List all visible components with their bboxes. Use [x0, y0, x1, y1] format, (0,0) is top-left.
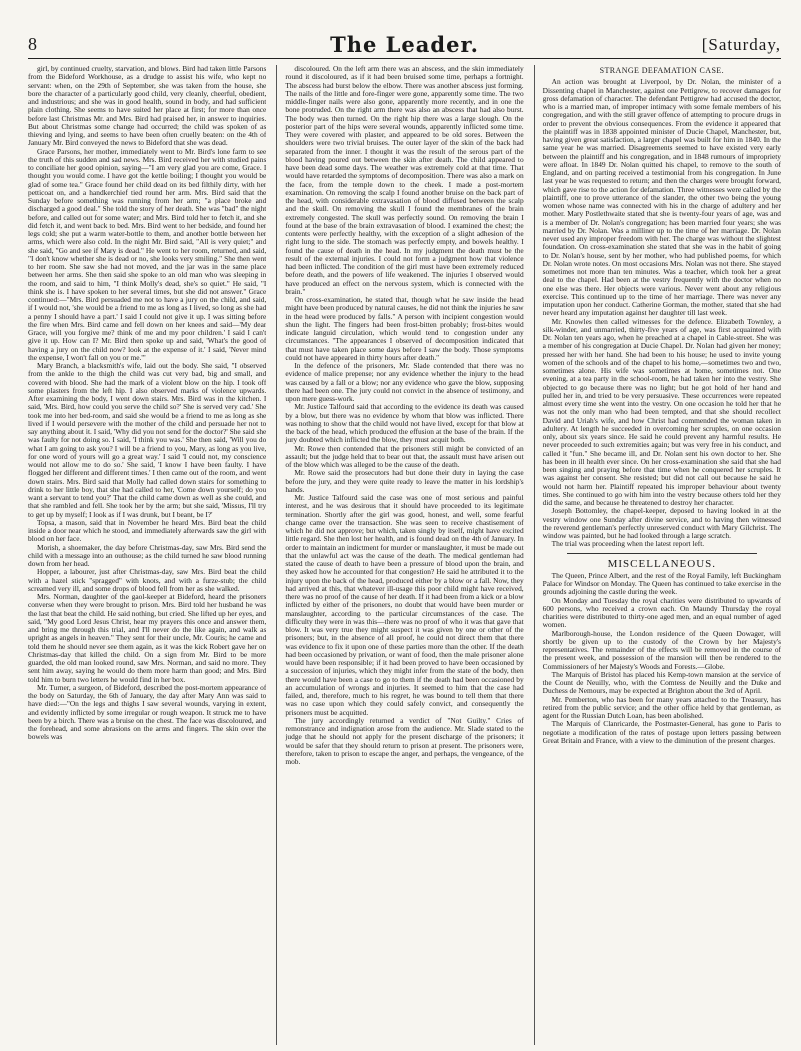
paragraph: Mrs. Norman, daughter of the gaol-keeper at Bideford, heard the prisoners converse when they were brought to prison. Mrs. Bird told her husband he was the last that beat the child. He said nothing, but cried. She lifted up her eyes, and said, "My good Lord Jesus Christ, hear my prayers this once and answer them, and bring me through this trial, and I'll never do the like again, and walk as upright as angels in heaven." They sent for their uncle, Mr. Couris; he came and told them he should never see them again, as it was the kick Robert gave her on Christmas-day that killed the child. On a sign from Mr. Bird to be more guarded, the old man looked round, saw Mrs. Norman, and said no more. They sent him away, saying he would do them more harm than good; and Mrs. Bird told him to burn two letters he would find in her box. [28, 592, 267, 684]
paragraph: Mr. Rowe said the prosecutors had but done their duty in laying the case before the jury, and they were quite ready to leave the matter in his lordship's hands. [285, 468, 524, 494]
article-columns [28, 65, 781, 1045]
paragraph: Hopper, a labourer, just after Christmas-day, saw Mrs. Bird beat the child with a hazel stick "spragged" with knots, and with a furze-stub; the child screamed very ill, and some drops of blood fell from her as she walked. [28, 567, 267, 593]
paragraph: discoloured. On the left arm there was an abscess, and the skin immediately round it discoloured, as if it had been bruised some time, perhaps a fortnight. The abscess had burst below the elbow. There was another abscess just forming. The nails of the little and fore-finger were gone, apparently some time. The two middle-finger nails were also gone, apparently more recently, and in one the bone protruded. On the right arm there was also an abscess that had also burst. The body was then turned. On the right hip there was a large slough. On the posterior part of the hips were several wounds, apparently inflicted some time. They were covered with plaster, and appeared to be old sores. Between the shoulders were two trivial bruises. The outer layer of the skin of the back had separated from the inner. I thought it was the result of the serous part of the blood having poured out between the skin after death. The child appeared to have been dead some days. The weather was extremely cold at that time. That would have retarded the symptoms of decomposition. There was also a mark on the face, from the temple down to the cheek. I made a post-mortem examination. On removing the scalp I found another bruise on the back part of the head, with considerable extravasation of blood diffused between the scalp and the skull. On removing the skull I found the membranes of the brain extremely congested. The skull was perfectly sound. On removing the brain I found at the base of the brain extravasation of blood. I examined the chest; the contents were perfectly healthy, with the exception of a slight adhesion of the right lung to the side. The stomach was perfectly empty, and bowels healthy. I found the cause of death in the head. In my judgment the death must be the result of the external injuries. I could not form a judgment how that violence had been inflicted. The condition of the girl must have been extremely reduced before death, and the powers of life weakened. The injuries I observed would have produced an effect on the nervous system, which is connected with the brain." [285, 65, 524, 296]
paragraph: The Queen, Prince Albert, and the rest of the Royal Family, left Buckingham Palace for Windsor on Monday. The Queen has continued to take exercise in the grounds adjoining the castle during the week. [542, 570, 781, 597]
page-number: 8 [28, 34, 37, 54]
paragraph: Mr. Justice Talfourd said that according to the evidence its death was caused by a blow, but there was no evidence by whom that blow was inflicted. There was nothing to show that the child would not have lived, except for that blow at the back of the head, which produced the effusion at the base of the brain. If the jury doubted which inflicted the blow, they must acquit both. [285, 402, 524, 445]
paragraph: Morish, a shoemaker, the day before Christmas-day, saw Mrs. Bird send the child with a message into an outhouse; as the child turned he saw blood running down from her head. [28, 542, 267, 568]
newspaper-title: The Leader. [330, 32, 479, 57]
paragraph: On Monday and Tuesday the royal charities were distributed to upwards of 600 persons, who received a crown each. On Maundy Thursday the royal charities were distributed to thirty-one aged men, and an equal number of aged women. [542, 595, 781, 630]
miscellaneous-article [543, 572, 781, 745]
paragraph: The trial was proceeding when the latest report left. [551, 539, 705, 549]
paragraph: Mr. Pemberton, who has been for many years attached to the Treasury, has retired from the public service; and the other office held by that gentleman, as agent for the Russian Dutch Loan, has been abolished. [542, 694, 781, 720]
paragraph: Mr. Justice Talfourd said the case was one of most serious and painful interest, and he was desirous that it should have proceeded to its legitimate termination. Shortly after the girl was good, honest, and well, some fearful change came over the transaction. She was seen to receive chastisement of which he did not approve; but which, taken singly by itself, might have excited little regard. She then lost her health, and is found dead on the 4th of January. In order to maintain an indictment for murder or manslaughter, it must be made out that the unlawful act was the cause of the death. The medical gentleman had stated the cause of death to have been a pressure of blood upon the brain, and they asked how he accounted for that congestion? He said he attributed it to the injury upon the back of the head, produced either by a blow or a fall. Now, they had arrived at this, that whatever ill-usage this poor child might have received, there was no proof of the cause of her death. If it had been from a kick or a blow inflicted by either of the prisoners, no doubt that would have been murder or manslaughter, according to the particular circumstances of the case. The difficulty they were in was this—there was no proof of who it was that gave that blow. It was very true they might suspect it was given by one or other of the prisoners; but, in the absence of all proof, he could not direct them that there was evidence to fix it upon one of these parties more than the other. If the death had been occasioned by privation, or want of food, then the male prisoner alone would have been responsible; if it had been proved to have been occasioned by a succession of injuries, which they might infer from the state of the body, then there would have been a case to go to them if the death had been occasioned by an accumulation of wrongs and injuries. It seemed to him that the case had failed, and, therefore, much to his regret, he was bound to tell them that there was no case upon which they could safely convict, and consequently the prisoners must be acquitted. [285, 493, 524, 717]
paragraph: The Marquis of Clanricarde, the Postmaster-General, has gone to Paris to negotiate a modification of the rates of postage upon letters passing between Great Britain and France, with a view to the diminution of the present charges. [542, 719, 781, 745]
section-heading-miscellaneous: MISCELLANEOUS. [607, 557, 717, 570]
paragraph: Grace Parsons, her mother, immediately went to Mr. Bird's lone farm to see the truth of this sudden and sad news. Mrs. Bird received her with studied pains to conciliate her good opinion, saying—"I am very glad you are come, Grace. I thought you would come. I have got the kettle boiling; I thought you would be glad of some tea." Grace found her child dead on its bed filthily dirty, with her petticoat on, and a handkerchief tied round her arm. Mrs. Bird said that the Sunday before something was running from her arm; "a place broke and discharged a good deal." She told the story of her death. She was "bad" the night before, and called out for some water; and Mrs. Bird told her to fetch it, and she did fetch it, and went back to bed. Mrs. Bird went to her bedside, and found her legs cold; she put a warm water-bottle to them, and another bottle between her arms, which were also cold. In the night Mr. Bird said, "All is very quiet;" and she said, "Go and see if Mary is dead." He went to her room, returned, and said, "I don't know whether she is dead or no, she looks very smiling." She then went to her room. She saw she had not moved, and the jar was in the same place between her arms. She then said she spoke to an old man who was sleeping in the room, and said to him, "I think Molly's dead, she's so quiet." He said, "I think she is. I have spoken to her several times, but she did not answer." Grace continued:—"Mrs. Bird persuaded me not to have a jury on the child, and said, if I would not, 'she would be a friend to me as long as I lived, so long as she had a penny I should have a part.' I said I could not give it up. I was sitting before the fire when Mrs. Bird came and fell down on her knees and said—'My dear Grace, will you forgive me? think of me and my poor children.' I said I can't give it up. How can I? Mr. Bird then spoke up and said, 'What's the good of having a jury on the child now? look at the expense of it.' I said, 'Never mind the expense, I won't fall on you or me.'" [28, 146, 267, 362]
paragraph: Mary Branch, a blacksmith's wife, laid out the body. She said, "I observed from the ankle to the thigh the child was cut very bad, big and small, and covered with blood. She had the mark of a violent blow on the hip. I took off some plasters from the left hip. I also observed marks of violence upwards. After examining the body, I went down stairs. Mrs. Bird was in the kitchen. I said, 'Mrs. Bird, how could you serve the child so?' She is served very cad.' She took me into her bed-room, and said she would be a friend to me as long as she lived if I would persevere with the mother of the child and persuade her not to say anything about it. I said, 'Why did you not send for the doctor?' She said she was faulty for not doing so. I said, 'I think you was.' She then said, 'Will you do what I am going to ask you? I will be a friend to you, Mary, as long as you live, for one word of yours will go a great way.' I said 'I could not, my conscience would not allow me to do so.' She said, 'I know I have been faulty. I have flogged her different and different times.' I then came out of the room, and went down stairs. Mrs. Bird said that Molly had called down stairs for something to drink to her little boy, that she had called to her, 'Come down yourself; do you want a servant to tend you?' That the child came down as well as she could, and that she rambled and fell. She took her by the arm; but she said, 'Missus, I'll try to get up by myself; I look as if I was drunk, but I beant, be I?' [28, 361, 267, 519]
paragraph: Marlborough-house, the London residence of the Queen Dowager, will shortly be given up to the custody of the Crown by her Majesty's representatives. The remainder of the effects will be removed in the course of the present week, and possession of the mansion will then be rendered to the Commissioners of her Majesty's Woods and Forests.—Globe. [542, 628, 781, 671]
paragraph: Mr. Knowles then called witnesses for the defence. Elizabeth Townley, a silk-winder, and unmarried, thirty-five years of age, was first acquainted with Dr. Nolan ten years ago, when he preached at a chapel in Cable-street. She was a member of his congregation at Ducie Chapel. Dr. Nolan had given her money; pressed her with her hand. She had been to his house; he used to invite young women of the schools and of the chapel to his home,—sometimes two and two, sometimes alone. His wife was sometimes at home, sometimes not. One evening, at a tea party in the school-room, he had taken her into the vestry. She objected to go because there was no light; but he got hold of her hand and pulled her in, and tried to be very persuasive. These occurrences were repeated almost every time she went into the vestry. On one occasion he told her that he was not the only man who had been tempted, and that she should recollect David and Uriah's wife, and how Christ had commended the woman taken in adultery. At length he succeeded in overcoming her scruples, on one occasion only, about six years since. He said he could prevent any harmful results. He never proceeded to such extremities again; but was very free in his conduct, and called it "fun." She became ill, and Dr. Nolan sent his own doctor to her. She has been in ill health ever since. On her cross-examination she said that she had been singing and praying before that time when he conquered her scruples. It was against her consent. She resisted; but did not call out because he said he would not harm her. Plaintiff repeated his improper behaviour about twenty times. She continued to go with him into the vestry because others told her they did the same, and because he threatened to destroy her character. [542, 316, 781, 507]
section-heading-defamation: STRANGE DEFAMATION CASE. [599, 66, 724, 75]
masthead [28, 32, 781, 59]
paragraph: The jury accordingly returned a verdict of "Not Guilty." Cries of remonstrance and indignation arose from the audience. Mr. Slade stated to the judge that he should not apply for the present discharge of the prisoners; it would be safer that they should return to prison at present. The prisoners were, therefore, taken to prison to escape the anger, and perhaps, the vengeance, of the mob. [285, 715, 524, 766]
paragraph: The Marquis of Bristol has placed his Kemp-town mansion at the service of the Count de Neuilly, who, with the Comtess de Neuilly and the Duke and Duchess de Nemours, may be expected at Brighton about the 3rd of April. [542, 669, 781, 696]
paragraph: Mr. Rowe then contended that the prisoners still might be convicted of an assault; but the judge held that to bear out that, the assault must have arisen out of the blow which was alleged to be the cause of the death. [285, 443, 524, 469]
paragraph: girl, by continued cruelty, starvation, and blows. Bird had taken little Parsons from the Bideford Workhouse, as a drudge to assist his wife, who kept no servant: when, on the 29th of September, she was taken from the house, she bore the character of a particularly good child, very cleanly, cheerful, obedient, and industrious; and she was in good health, sound in body, and had sufficient plain clothing. She seems to have suited her place at first; for more than once before last Christmas Mr. and Mrs. Bird had praised her, in answer to inquiries. But about Christmas some change had occurred; the child was spoken of as thieving and lying, and seems to have been often cruelly beaten: on the 4th of January Mr. Bird conveyed the news to Bideford that she was dead. [28, 65, 267, 148]
column-middle [276, 65, 523, 1045]
issue-day: [Saturday, [701, 35, 781, 54]
column-left [28, 65, 266, 1045]
paragraph: On cross-examination, he stated that, though what he saw inside the head might have been produced by natural causes, he did not think the injuries he saw in the head were produced by falls." A person with incipient congestion would shun the light. The fingers had been frost-bitten probably; frost-bites would indicate languid circulation, which would tend to congestion under any circumstances. "The appearances I observed of decomposition indicated that that must have taken place some days before I saw the body. Those symptoms could not have appeared in thirty hours after death." [285, 295, 524, 362]
paragraph: Mr. Turner, a surgeon, of Bideford, described the post-mortem appearance of the body on Saturday, the 6th of January, the day after Mary Ann was said to have died:—"On the legs and thighs I saw several wounds, varying in extent, and evidently inflicted by some irregular or rough weapon. It struck me to have been by a birch. There was a bruise on the chest. The face was discoloured, and the forehead, and some abrasions on the arms and fingers. The skin over the bowels was [28, 682, 267, 742]
paragraph: An action was brought at Liverpool, by Dr. Nolan, the minister of a Dissenting chapel in Manchester, against one Pettigrew, to recover damages for gross defamation of character. The defendant Pettigrew had accused the doctor, who is a married man, of improper intimacy with some female members of his congregation, and with the still graver offence of attempting to procure drugs in order to prevent the obvious consequences. From the evidence it appeared that the plaintiff was in 1838 appointed minister of Ducie Chapel, Manchester, but, having given great satisfaction, a larger chapel was built for him in 1840. In the same year he was married. Disagreements seemed to have existed very early between the plaintiff and his congregation, and in 1848 rumours of impropriety were afloat. In 1849 Dr. Nolan quitted his chapel, to remove to the south of England, and on parting received a testimonial from his congregation. In June last year he was requested to return; and then the charges were brought forward, which gave rise to the action for defamation. Three witnesses were called by the plaintiff, one to prove utterance of the slander, the other two being the young women whose name was connected with his in the charge of adultery and her mother. Mary Postlethwaite stated that she is twenty-four years of age, was and is a member of Dr. Nolan's congregation; has been married four years; she was married by Dr. Nolan. Was a milliner up to the time of her marriage. Dr. Nolan never used any improper freedom with her. The charge was without the slightest foundation. On cross-examination she stated that she was in the habit of going to Dr. Nolan's house, sent by her mother, who had published poems, for which Dr. Nolan wrote notes. On most occasions Mrs. Nolan was not there. She stayed sometimes not more than ten minutes. Was a teacher, which took her a great deal to the chapel. Had been at the vestry frequently with the doctor when no one else was there. Her objects were various. Never went about any religious exercise. This continued up to the time of her marriage. There was never any imputation upon her conduct. Catherine Gorman, the mother, stated that she had never heard any imputation against her daughter till last week. [542, 77, 781, 318]
paragraph: In the defence of the prisoners, Mr. Slade contended that there was no evidence of malice prepense; nor any evidence whether the injury to the head was caused by a fall or a blow; nor any evidence who gave the blow, supposing there had been one. The jury could not convict in the absence of testimony, and upon mere guess-work. [285, 361, 524, 403]
paragraph: Joseph Bottomley, the chapel-keeper, deposed to having looked in at the vestry window one Sunday after divine service, and to having then witnessed the reverend gentleman's perfectly unreserved conduct with Mary Gilchrist. The window was painted, but he had looked through a large scratch. [542, 506, 781, 540]
section-divider [567, 553, 757, 554]
defamation-article [543, 78, 781, 548]
paragraph: Topsa, a mason, said that in November he heard Mrs. Bird beat the child inside a door near which he stood, and immediately afterwards saw the girl with blood on her face. [28, 517, 267, 544]
column-right [534, 65, 781, 1045]
